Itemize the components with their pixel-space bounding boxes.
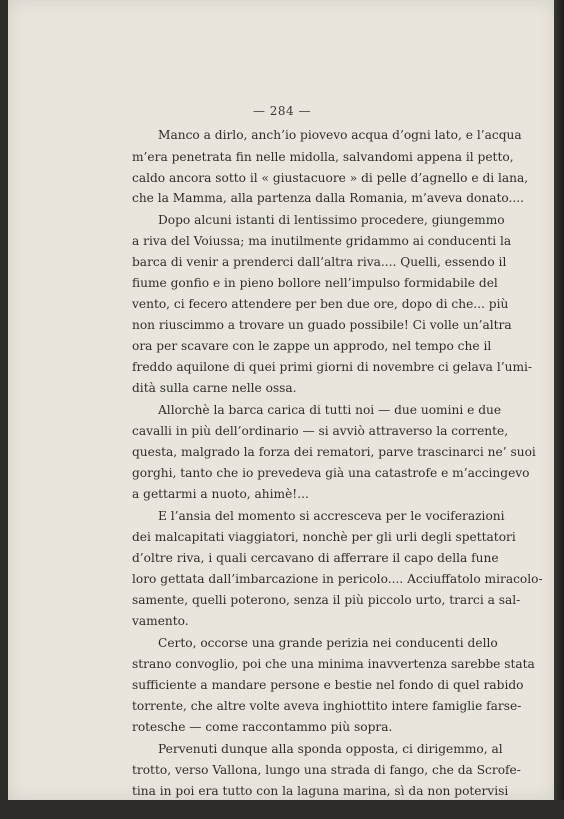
body-text (8, 0, 556, 819)
text-line: vamento. (132, 614, 189, 628)
text-line: loro gettata dall’imbarcazione in pericolo.... Acciuffatolo miracolo- (132, 572, 543, 586)
text-line: vento, ci fecero attendere per ben due ore, dopo di che... più (132, 297, 509, 311)
text-line: E l’ansia del momento si accresceva per le vociferazioni (158, 509, 505, 523)
text-line: che la Mamma, alla partenza dalla Romania, m’aveva donato.... (132, 191, 524, 205)
text-line: barca di venir a prenderci dall’altra riva.... Quelli, essendo il (132, 255, 507, 269)
text-line: Pervenuti dunque alla sponda opposta, ci dirigemmo, al (158, 742, 503, 756)
text-line: sufficiente a mandare persone e bestie nel fondo di quel rabido (132, 678, 524, 692)
text-line: dità sulla carne nelle ossa. (132, 381, 297, 395)
page-number: — 284 — (252, 104, 312, 118)
book-page (8, 0, 556, 819)
text-line: trotto, verso Vallona, lungo una strada di fango, che da Scrofe- (132, 763, 521, 777)
text-line: a riva del Voiussa; ma inutilmente gridammo ai conducenti la (132, 234, 512, 248)
text-line: fiume gonfio e in pieno bollore nell’impulso formidabile del (132, 276, 498, 290)
text-line: caldo ancora sotto il « giustacuore » di pelle d’agnello e di lana, (132, 171, 529, 185)
text-line: cavalli in più dell’ordinario — si avviò attraverso la corrente, (132, 424, 509, 438)
text-line: non riuscimmo a trovare un guado possibile! Ci volle un’altra (132, 318, 512, 332)
text-line: dei malcapitati viaggiatori, nonchè per gli urli degli spettatori (132, 530, 516, 544)
text-line: freddo aquilone di quei primi giorni di novembre ci gelava l’umi- (132, 360, 533, 374)
text-line: torrente, che altre volte aveva inghiottito intere famiglie farse- (132, 699, 522, 713)
text-line: samente, quelli poterono, senza il più piccolo urto, trarci a sal- (132, 593, 521, 607)
text-line: tina in poi era tutto con la laguna marina, sì da non potervisi (132, 784, 509, 798)
text-line: m’era penetrata fin nelle midolla, salvandomi appena il petto, (132, 150, 514, 164)
scan-edge (554, 0, 564, 800)
text-line: gorghi, tanto che io prevedeva già una catastrofe e m’accingevo (132, 466, 530, 480)
text-line: Allorchè la barca carica di tutti noi — due uomini e due (158, 403, 502, 417)
text-line: distinguere terra! come se non bastasse, l’albanese, che ci ser- (132, 805, 523, 819)
text-line: Manco a dirlo, anch’io piovevo acqua d’ogni lato, e l’acqua (158, 128, 522, 142)
text-line: ora per scavare con le zappe un approdo, nel tempo che il (132, 339, 492, 353)
text-line: Certo, occorse una grande perizia nei conducenti dello (158, 636, 498, 650)
text-line: d’oltre riva, i quali cercavano di afferrare il capo della fune (132, 551, 499, 565)
text-line: a gettarmi a nuoto, ahimè!... (132, 487, 309, 501)
text-line: strano convoglio, poi che una minima inavvertenza sarebbe stata (132, 657, 535, 671)
text-line: questa, malgrado la forza dei rematori, parve trascinarci ne’ suoi (132, 445, 536, 459)
text-line: Dopo alcuni istanti di lentissimo procedere, giungemmo (158, 213, 505, 227)
text-line: rotesche — come raccontammo più sopra. (132, 720, 393, 734)
